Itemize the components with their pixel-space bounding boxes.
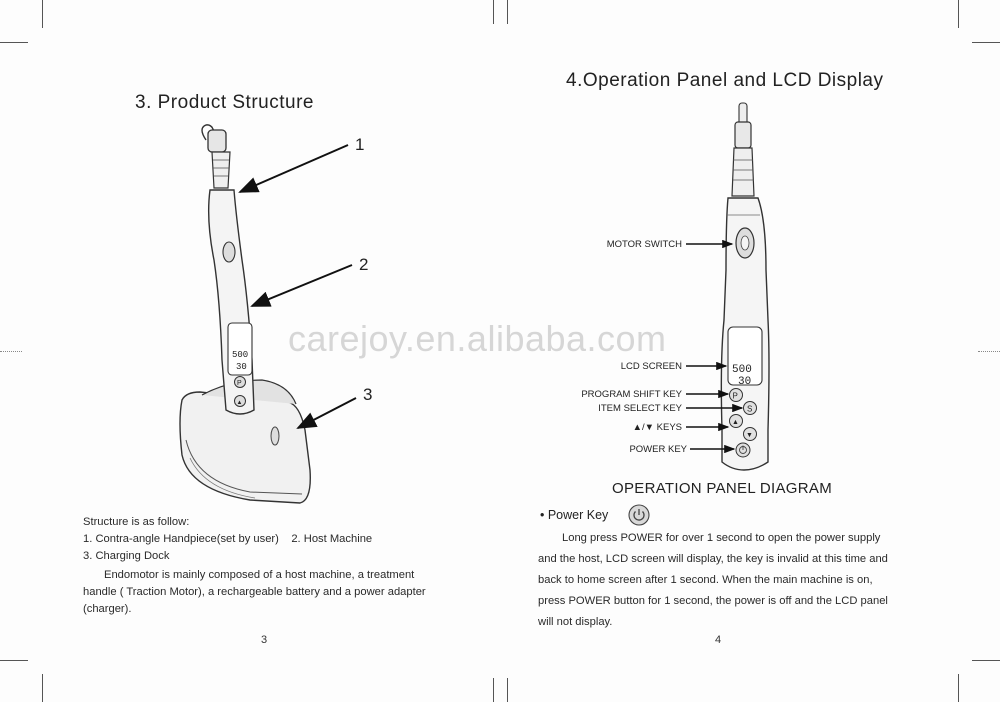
callout-number-1: 1 xyxy=(355,135,365,154)
power-paragraph-line-3: back to home screen after 1 second. When the main machine is on, xyxy=(538,574,873,586)
right-page-title: 4.Operation Panel and LCD Display xyxy=(566,70,884,91)
power-paragraph-line-1: Long press POWER for over 1 second to open the power supply xyxy=(562,532,881,544)
description-line-3: (charger). xyxy=(83,603,132,615)
left-page-title: 3. Product Structure xyxy=(135,92,314,113)
motor-switch-icon xyxy=(223,242,235,262)
page-number-left: 3 xyxy=(261,634,268,646)
power-paragraph-line-5: will not display. xyxy=(538,616,613,628)
lcd-value-top: 500 xyxy=(732,364,752,376)
label-program-shift-key: PROGRAM SHIFT KEY xyxy=(581,389,682,400)
power-paragraph-line-4: press POWER button for 1 second, the power is off and the LCD panel xyxy=(538,595,888,607)
callout-number-3: 3 xyxy=(363,385,373,404)
structure-line-1: 1. Contra-angle Handpiece(set by user) 2. Host Machine xyxy=(83,533,373,545)
button-up-label: ▲ xyxy=(236,400,243,406)
contra-angle-head xyxy=(208,130,226,152)
structure-heading: Structure is as follow: xyxy=(83,516,190,528)
button-s-label: S xyxy=(747,404,753,414)
callout-arrow-3 xyxy=(298,398,356,428)
page-number-right: 4 xyxy=(715,634,722,646)
callout-number-2: 2 xyxy=(359,255,369,274)
dock-indicator xyxy=(271,427,279,445)
label-arrow-keys: ▲/▼ KEYS xyxy=(632,422,682,433)
label-power-key: POWER KEY xyxy=(629,444,687,455)
label-motor-switch: MOTOR SWITCH xyxy=(606,239,682,250)
lcd-value-bottom: 30 xyxy=(738,376,752,388)
watermark: carejoy.en.alibaba.com xyxy=(288,318,667,359)
power-paragraph-line-2: and the host, LCD screen will display, the key is invalid at this time and xyxy=(538,553,888,565)
power-key-heading: • Power Key xyxy=(540,508,609,522)
lcd-value-top: 500 xyxy=(232,350,249,360)
callout-arrow-2 xyxy=(252,265,352,306)
description-line-2: handle ( Traction Motor), a rechargeable battery and a power adapter xyxy=(83,586,426,598)
button-down-label: ▼ xyxy=(746,432,753,439)
description-line-1: Endomotor is mainly composed of a host machine, a treatment xyxy=(104,569,415,581)
button-p-label: P xyxy=(732,391,738,401)
power-icon xyxy=(628,504,650,526)
lcd-value-bottom: 30 xyxy=(236,362,247,372)
structure-line-2: 3. Charging Dock xyxy=(83,550,170,562)
host-machine-body xyxy=(209,190,254,414)
button-p-label: P xyxy=(237,380,242,387)
diagram-title: OPERATION PANEL DIAGRAM xyxy=(612,480,832,497)
label-lcd-screen: LCD SCREEN xyxy=(620,361,682,372)
label-item-select-key: ITEM SELECT KEY xyxy=(598,403,682,414)
button-up-label: ▲ xyxy=(732,419,739,426)
callout-arrow-1 xyxy=(240,145,348,192)
